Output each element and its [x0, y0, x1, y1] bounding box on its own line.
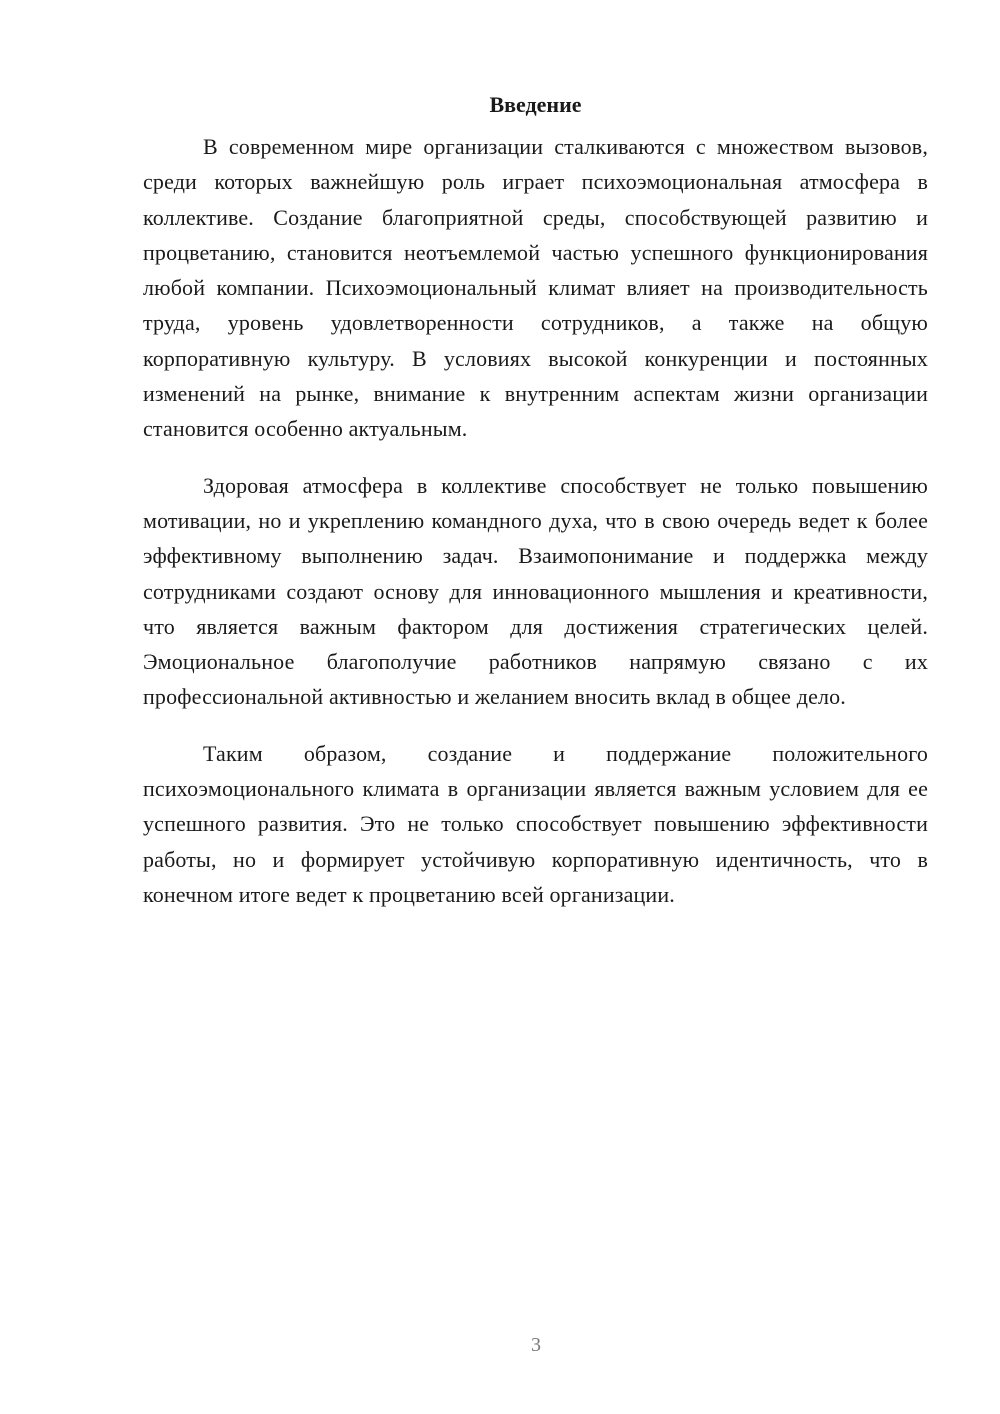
section-heading: Введение: [489, 92, 582, 117]
document-page: [143, 90, 928, 933]
page-number: 3: [531, 1334, 541, 1356]
paragraph-3: Таким образом, создание и поддержание положительного психоэмоционального климата в организации является важным условием для ее успешного развития. Это не только способствует повышению эффективности работы, но и формирует устойчивую корпоративную идентичность, что в конечном итоге ведет к процветанию всей организации.: [143, 740, 928, 907]
paragraph-1: В современном мире организации сталкиваются с множеством вызовов, среди которых важнейшую роль играет психоэмоциональная атмосфера в коллективе. Создание благоприятной среды, способствующей развитию и процветанию, становится неотъемлемой частью успешного функционирования любой компании. Психоэмоциональный климат влияет на производительность труда, уровень удовлетворенности сотрудников, а также на общую корпоративную культуру. В условиях высокой конкуренции и постоянных изменений на рынке, внимание к внутренним аспектам жизни организации становится особенно актуальным.: [143, 134, 928, 442]
paragraph-2: Здоровая атмосфера в коллективе способствует не только повышению мотивации, но и укреплению командного духа, что в свою очередь ведет к более эффективному выполнению задач. Взаимопонимание и поддержка между сотрудниками создают основу для инновационного мышления и креативности, что является важным фактором для достижения стратегических целей. Эмоциональное благополучие работников напрямую связано с их профессиональной активностью и желанием вносить вклад в общее дело.: [143, 472, 928, 710]
